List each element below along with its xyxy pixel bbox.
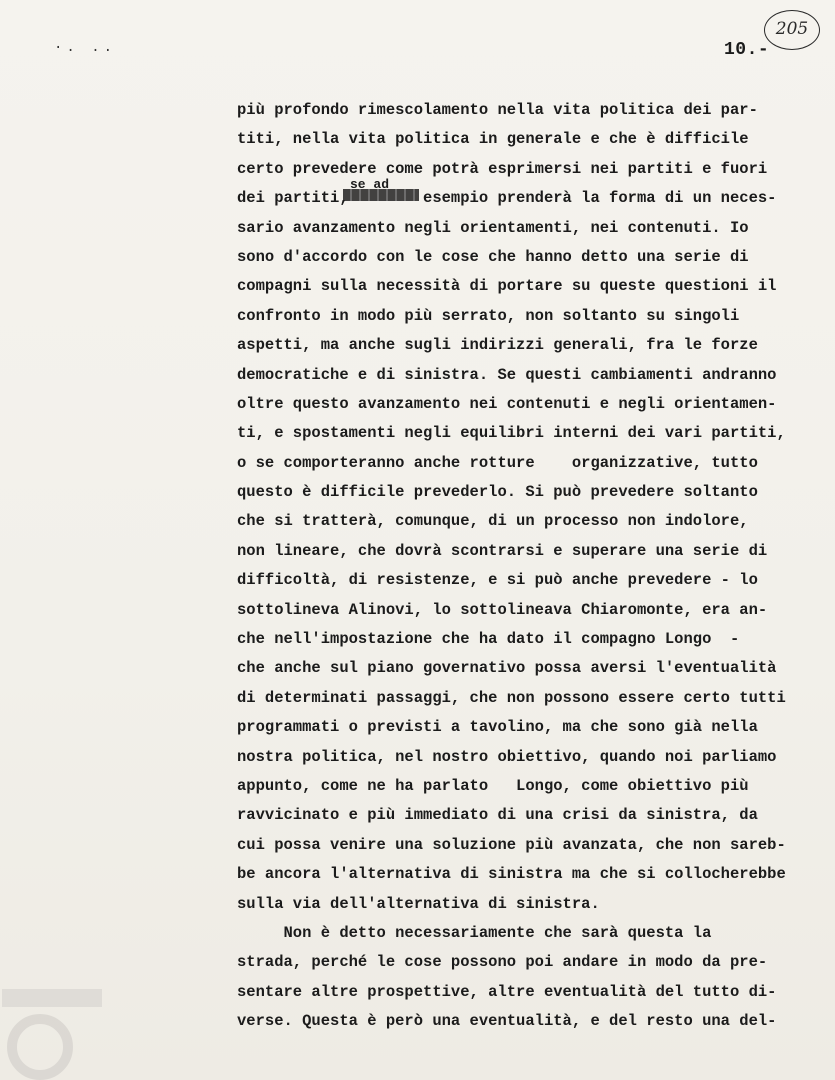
text-line: sono d'accordo con le cose che hanno detto una serie di: [237, 247, 749, 266]
text-line: che anche sul piano governativo possa aversi l'eventualità: [237, 659, 777, 678]
text-line: be ancora l'alternativa di sinistra ma che si collocherebbe: [237, 865, 786, 884]
text-line: oltre questo avanzamento nei contenuti e negli orientamen-: [237, 394, 777, 413]
text-line: ti, e spostamenti negli equilibri interni dei vari partiti,: [237, 424, 786, 443]
text-line: sario avanzamento negli orientamenti, nei contenuti. Io: [237, 218, 749, 237]
text-line: compagni sulla necessità di portare su queste questioni il: [237, 277, 777, 296]
text-line: dei partiti, esempio prenderà la forma di un neces-: [237, 189, 777, 208]
text-line: di determinati passaggi, che non possono essere certo tutti: [237, 688, 786, 707]
interlinear-insert: se ad: [350, 177, 390, 192]
text-line: aspetti, ma anche sugli indirizzi generali, fra le forze: [237, 336, 758, 355]
page-number: 10.-: [724, 40, 770, 60]
text-line: democratiche e di sinistra. Se questi cambiamenti andranno: [237, 365, 777, 384]
archive-watermark-icon: [0, 985, 110, 1080]
text-line: certo prevedere come potrà esprimersi nei partiti e fuori: [237, 159, 768, 178]
stamp-number: 205: [775, 19, 809, 39]
text-line: cui possa venire una soluzione più avanzata, che non sareb-: [237, 835, 786, 854]
text-line: nostra politica, nel nostro obiettivo, quando noi parliamo: [237, 747, 777, 766]
text-line: sentare altre prospettive, altre eventualità del tutto di-: [237, 982, 777, 1001]
text-line: Non è detto necessariamente che sarà questa la: [237, 923, 712, 942]
text-line: che si tratterà, comunque, di un processo non indolore,: [237, 512, 749, 531]
text-line: programmati o previsti a tavolino, ma che sono già nella: [237, 718, 758, 737]
text-line: non lineare, che dovrà scontrarsi e superare una serie di: [237, 541, 768, 560]
text-line: titi, nella vita politica in generale e che è difficile: [237, 130, 749, 149]
text-line: appunto, come ne ha parlato Longo, come obiettivo più: [237, 776, 749, 795]
text-line: verse. Questa è però una eventualità, e del resto una del-: [237, 1012, 777, 1031]
text-line: più profondo rimescolamento nella vita politica dei par-: [237, 101, 758, 119]
text-line: che nell'impostazione che ha dato il compagno Longo -: [237, 630, 740, 649]
typed-text-body: [237, 96, 827, 1037]
corner-mark: ·. ..: [54, 40, 117, 56]
text-line: questo è difficile prevederlo. Si può prevedere soltanto: [237, 483, 758, 502]
archive-stamp: [764, 10, 820, 50]
text-line: confronto in modo più serrato, non soltanto su singoli: [237, 306, 740, 325]
text-line: strada, perché le cose possono poi andare in modo da pre-: [237, 953, 768, 972]
text-line: sulla via dell'alternativa di sinistra.: [237, 894, 600, 913]
text-line: difficoltà, di resistenze, e si può anche prevedere - lo: [237, 571, 758, 590]
text-line: o se comporteranno anche rotture organizzative, tutto: [237, 453, 758, 472]
text-line: ravvicinato e più immediato di una crisi da sinistra, da: [237, 806, 758, 825]
text-line: sottolineva Alinovi, lo sottolineava Chiaromonte, era an-: [237, 600, 768, 619]
